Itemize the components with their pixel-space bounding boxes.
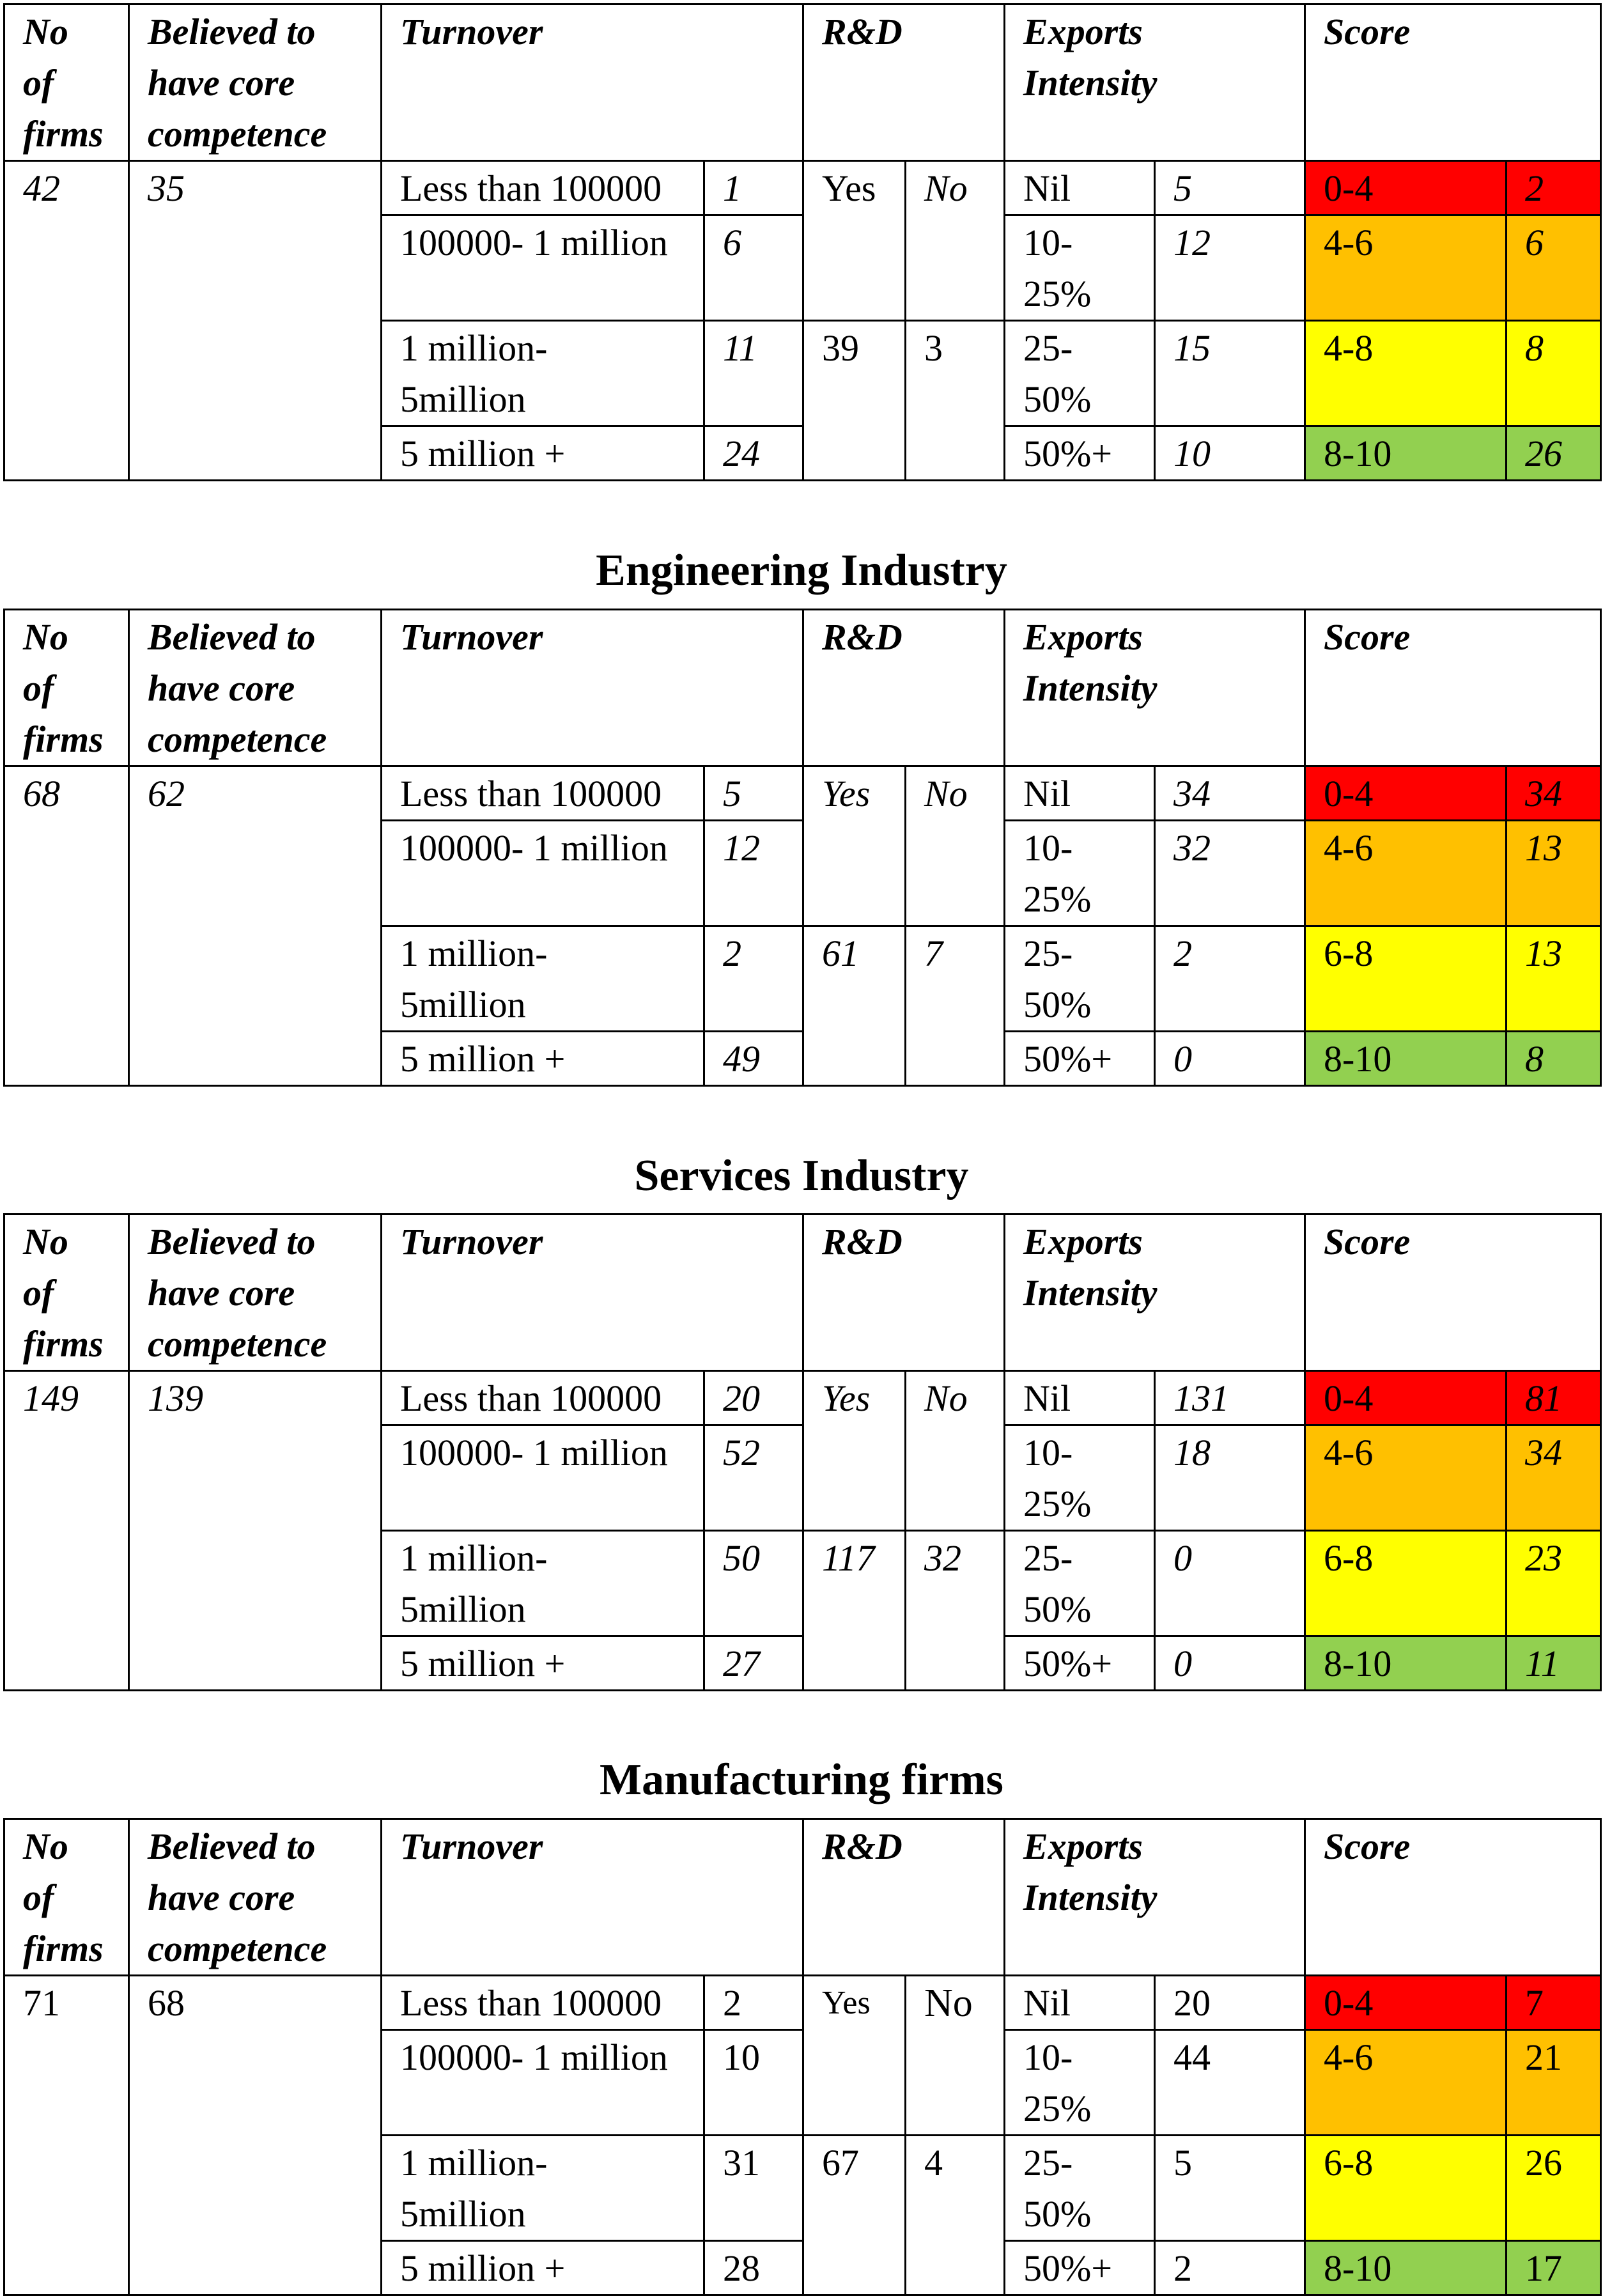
- rnd-yes-value: 39: [803, 321, 906, 481]
- exports-count: 32: [1155, 821, 1305, 926]
- turnover-count: 27: [704, 1636, 803, 1691]
- score-range: 0-4: [1305, 766, 1506, 821]
- rnd-no-value: 3: [906, 321, 1005, 481]
- score-count: 13: [1506, 926, 1601, 1032]
- header-rnd: R&D: [803, 1214, 1005, 1371]
- header-score: Score: [1305, 1214, 1601, 1371]
- score-range: 4-8: [1305, 321, 1506, 426]
- header-no-of-firms: No of firms: [4, 1214, 129, 1371]
- exports-label: 25- 50%: [1005, 926, 1155, 1032]
- no-of-firms-value: 71: [4, 1976, 129, 2295]
- score-count: 2: [1506, 161, 1601, 215]
- score-count: 7: [1506, 1976, 1601, 2030]
- section-title-manufacturing: Manufacturing firms: [600, 1755, 1003, 1804]
- turnover-count: 2: [704, 1976, 803, 2030]
- header-no-of-firms: No of firms: [4, 1819, 129, 1976]
- exports-count: 0: [1155, 1032, 1305, 1086]
- no-of-firms-value: 149: [4, 1371, 129, 1691]
- turnover-label: 5 million +: [382, 1636, 704, 1691]
- score-count: 6: [1506, 215, 1601, 321]
- rnd-yes-label: Yes: [803, 766, 906, 926]
- score-range: 4-6: [1305, 821, 1506, 926]
- exports-count: 44: [1155, 2030, 1305, 2136]
- exports-count: 12: [1155, 215, 1305, 321]
- rnd-yes-label: Yes: [803, 1371, 906, 1531]
- header-turnover: Turnover: [382, 1214, 803, 1371]
- score-count: 26: [1506, 2136, 1601, 2241]
- score-count: 8: [1506, 1032, 1601, 1086]
- header-believed-core-competence: Believed to have core competence: [129, 1819, 382, 1976]
- exports-label: 50%+: [1005, 1032, 1155, 1086]
- section-title-engineering: Engineering Industry: [596, 546, 1007, 595]
- turnover-count: 11: [704, 321, 803, 426]
- header-rnd: R&D: [803, 4, 1005, 161]
- header-no-of-firms: No of firms: [4, 4, 129, 161]
- turnover-label: Less than 100000: [382, 161, 704, 215]
- header-exports-intensity: Exports Intensity: [1005, 1214, 1305, 1371]
- exports-count: 18: [1155, 1425, 1305, 1531]
- turnover-label: 5 million +: [382, 2241, 704, 2295]
- turnover-label: Less than 100000: [382, 1976, 704, 2030]
- header-turnover: Turnover: [382, 4, 803, 161]
- exports-count: 10: [1155, 426, 1305, 481]
- exports-count: 5: [1155, 161, 1305, 215]
- exports-label: 25- 50%: [1005, 1531, 1155, 1636]
- score-range: 8-10: [1305, 426, 1506, 481]
- data-table-1: [3, 3, 1602, 481]
- header-exports-intensity: Exports Intensity: [1005, 610, 1305, 766]
- header-believed-core-competence: Believed to have core competence: [129, 610, 382, 766]
- score-count: 34: [1506, 766, 1601, 821]
- exports-label: 50%+: [1005, 2241, 1155, 2295]
- score-range: 6-8: [1305, 1531, 1506, 1636]
- score-range: 8-10: [1305, 1032, 1506, 1086]
- exports-label: Nil: [1005, 1976, 1155, 2030]
- turnover-label: 100000- 1 million: [382, 821, 704, 926]
- turnover-count: 20: [704, 1371, 803, 1425]
- exports-label: 10- 25%: [1005, 821, 1155, 926]
- header-turnover: Turnover: [382, 610, 803, 766]
- rnd-no-label: No: [906, 161, 1005, 321]
- header-score: Score: [1305, 610, 1601, 766]
- header-turnover: Turnover: [382, 1819, 803, 1976]
- score-count: 34: [1506, 1425, 1601, 1531]
- turnover-label: 1 million- 5million: [382, 1531, 704, 1636]
- turnover-label: 5 million +: [382, 1032, 704, 1086]
- score-count: 23: [1506, 1531, 1601, 1636]
- header-rnd: R&D: [803, 610, 1005, 766]
- score-range: 4-6: [1305, 2030, 1506, 2136]
- turnover-label: Less than 100000: [382, 766, 704, 821]
- header-rnd: R&D: [803, 1819, 1005, 1976]
- exports-label: 10- 25%: [1005, 1425, 1155, 1531]
- turnover-label: 100000- 1 million: [382, 215, 704, 321]
- turnover-count: 6: [704, 215, 803, 321]
- header-score: Score: [1305, 4, 1601, 161]
- exports-count: 0: [1155, 1636, 1305, 1691]
- rnd-yes-value: 117: [803, 1531, 906, 1691]
- score-count: 8: [1506, 321, 1601, 426]
- score-count: 13: [1506, 821, 1601, 926]
- exports-label: 10- 25%: [1005, 215, 1155, 321]
- rnd-no-value: 7: [906, 926, 1005, 1086]
- score-range: 0-4: [1305, 1976, 1506, 2030]
- exports-label: Nil: [1005, 1371, 1155, 1425]
- turnover-count: 24: [704, 426, 803, 481]
- turnover-count: 1: [704, 161, 803, 215]
- score-count: 11: [1506, 1636, 1601, 1691]
- score-range: 4-6: [1305, 215, 1506, 321]
- turnover-label: 100000- 1 million: [382, 1425, 704, 1531]
- turnover-count: 50: [704, 1531, 803, 1636]
- turnover-count: 52: [704, 1425, 803, 1531]
- exports-count: 34: [1155, 766, 1305, 821]
- exports-count: 2: [1155, 2241, 1305, 2295]
- score-range: 8-10: [1305, 2241, 1506, 2295]
- rnd-no-value: 32: [906, 1531, 1005, 1691]
- exports-label: Nil: [1005, 161, 1155, 215]
- score-range: 6-8: [1305, 926, 1506, 1032]
- turnover-count: 10: [704, 2030, 803, 2136]
- exports-label: 50%+: [1005, 426, 1155, 481]
- turnover-count: 31: [704, 2136, 803, 2241]
- score-count: 17: [1506, 2241, 1601, 2295]
- score-range: 0-4: [1305, 1371, 1506, 1425]
- exports-count: 15: [1155, 321, 1305, 426]
- section-title-services: Services Industry: [634, 1151, 969, 1200]
- header-no-of-firms: No of firms: [4, 610, 129, 766]
- believed-value: 35: [129, 161, 382, 481]
- turnover-label: 100000- 1 million: [382, 2030, 704, 2136]
- rnd-no-label: No: [906, 766, 1005, 926]
- rnd-yes-value: 61: [803, 926, 906, 1086]
- score-count: 26: [1506, 426, 1601, 481]
- exports-count: 20: [1155, 1976, 1305, 2030]
- exports-label: 25- 50%: [1005, 2136, 1155, 2241]
- rnd-no-value: 4: [906, 2136, 1005, 2295]
- data-table-services: [3, 1213, 1602, 1691]
- score-range: 6-8: [1305, 2136, 1506, 2241]
- score-range: 4-6: [1305, 1425, 1506, 1531]
- turnover-label: 5 million +: [382, 426, 704, 481]
- rnd-yes-label: Yes: [803, 161, 906, 321]
- believed-value: 68: [129, 1976, 382, 2295]
- exports-label: 10- 25%: [1005, 2030, 1155, 2136]
- header-believed-core-competence: Believed to have core competence: [129, 1214, 382, 1371]
- rnd-yes-value: 67: [803, 2136, 906, 2295]
- turnover-label: 1 million- 5million: [382, 2136, 704, 2241]
- turnover-count: 28: [704, 2241, 803, 2295]
- header-exports-intensity: Exports Intensity: [1005, 4, 1305, 161]
- no-of-firms-value: 68: [4, 766, 129, 1086]
- rnd-no-label: No: [906, 1976, 1005, 2136]
- turnover-label: 1 million- 5million: [382, 926, 704, 1032]
- rnd-yes-label: Yes: [803, 1976, 906, 2136]
- score-range: 0-4: [1305, 161, 1506, 215]
- turnover-label: Less than 100000: [382, 1371, 704, 1425]
- data-table-manufacturing: [3, 1818, 1602, 2296]
- header-score: Score: [1305, 1819, 1601, 1976]
- believed-value: 62: [129, 766, 382, 1086]
- turnover-count: 2: [704, 926, 803, 1032]
- turnover-count: 5: [704, 766, 803, 821]
- exports-label: 50%+: [1005, 1636, 1155, 1691]
- data-table-engineering: [3, 609, 1602, 1087]
- turnover-count: 12: [704, 821, 803, 926]
- score-count: 21: [1506, 2030, 1601, 2136]
- score-count: 81: [1506, 1371, 1601, 1425]
- turnover-count: 49: [704, 1032, 803, 1086]
- no-of-firms-value: 42: [4, 161, 129, 481]
- header-believed-core-competence: Believed to have core competence: [129, 4, 382, 161]
- header-exports-intensity: Exports Intensity: [1005, 1819, 1305, 1976]
- rnd-no-label: No: [906, 1371, 1005, 1531]
- score-range: 8-10: [1305, 1636, 1506, 1691]
- exports-label: Nil: [1005, 766, 1155, 821]
- turnover-label: 1 million- 5million: [382, 321, 704, 426]
- exports-count: 5: [1155, 2136, 1305, 2241]
- exports-count: 0: [1155, 1531, 1305, 1636]
- believed-value: 139: [129, 1371, 382, 1691]
- exports-count: 131: [1155, 1371, 1305, 1425]
- exports-label: 25- 50%: [1005, 321, 1155, 426]
- exports-count: 2: [1155, 926, 1305, 1032]
